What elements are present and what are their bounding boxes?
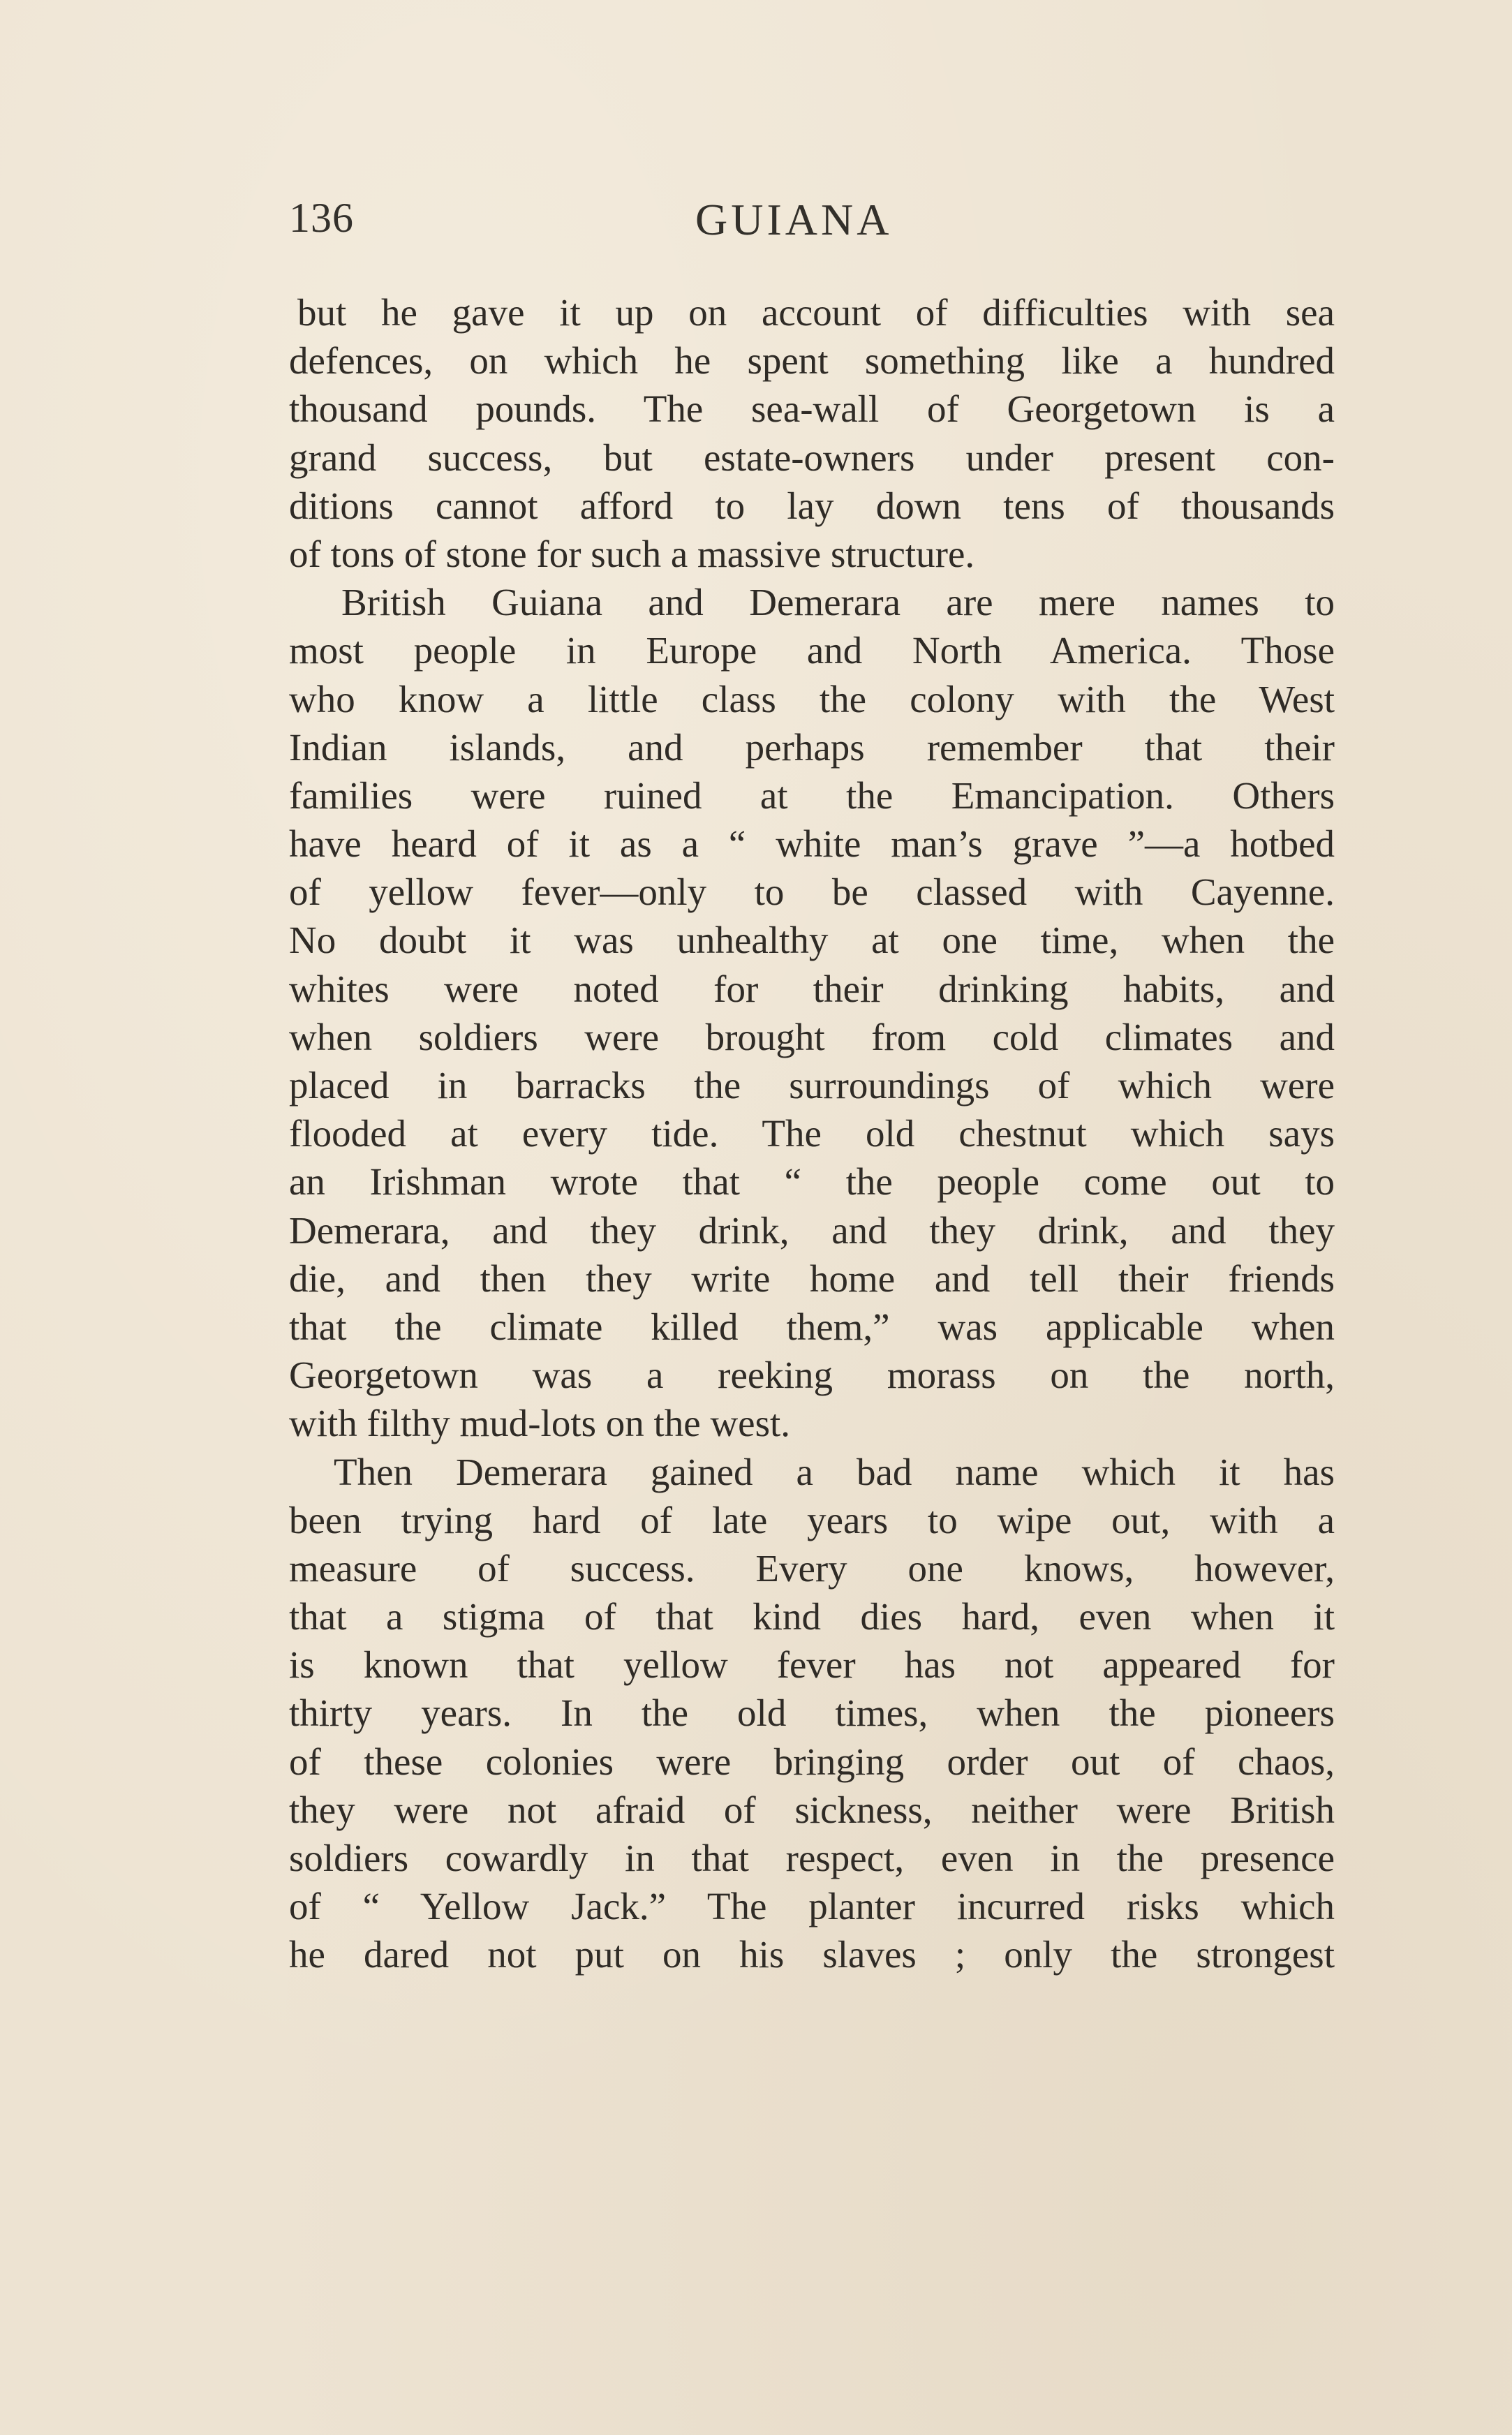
text-line: measure of success. Every one knows, however,: [289, 1546, 1335, 1590]
text-line: Then Demerara gained a bad name which it has: [334, 1450, 1335, 1493]
text-line: Georgetown was a reeking morass on the north,: [289, 1354, 1335, 1397]
text-line: flooded at every tide. The old chestnut which says: [289, 1112, 1335, 1155]
text-line: that a stigma of that kind dies hard, even when it: [289, 1595, 1335, 1638]
text-line: Indian islands, and perhaps remember that their: [289, 725, 1335, 769]
text-line: he dared not put on his slaves ; only the strongest: [289, 1933, 1335, 1976]
page-number: 136: [289, 195, 354, 241]
text-line: whites were noted for their drinking habits, and: [289, 967, 1335, 1010]
text-line: of yellow fever—only to be classed with Cayenne.: [289, 871, 1335, 914]
text-line: of tons of stone for such a massive structure.: [289, 532, 975, 575]
text-line: families were ruined at the Emancipation. Others: [289, 774, 1335, 817]
text-line: of “ Yellow Jack.” The planter incurred risks which: [289, 1885, 1335, 1928]
text-line: thirty years. In the old times, when the pioneers: [289, 1692, 1335, 1735]
body-text: [289, 288, 1335, 1979]
text-line: that the climate killed them,” was applicable when: [289, 1305, 1335, 1348]
text-line: Demerara, and they drink, and they drink, and they: [289, 1208, 1335, 1252]
running-head: [289, 194, 1336, 257]
text-line: British Guiana and Demerara are mere names to: [341, 581, 1335, 624]
text-line: placed in barracks the surroundings of which were: [289, 1064, 1335, 1107]
text-line: with filthy mud-lots on the west.: [289, 1402, 791, 1445]
text-line: most people in Europe and North America. Those: [289, 629, 1335, 672]
text-line: when soldiers were brought from cold climates and: [289, 1015, 1335, 1058]
text-line: defences, on which he spent something like a hundred: [289, 339, 1335, 383]
text-line: an Irishman wrote that “ the people come out to: [289, 1160, 1335, 1204]
text-line: of these colonies were bringing order out of chaos,: [289, 1740, 1335, 1783]
text-line: grand success, but estate-owners under present con-: [289, 436, 1335, 479]
text-line: die, and then they write home and tell their friends: [289, 1257, 1335, 1300]
text-line: but he gave it up on account of difficulties with sea: [297, 291, 1335, 334]
text-line: soldiers cowardly in that respect, even in the presence: [289, 1837, 1335, 1879]
text-line: is known that yellow fever has not appeared for: [289, 1643, 1335, 1687]
text-line: have heard of it as a “ white man’s grave ”—a hotbed: [289, 822, 1335, 866]
text-line: thousand pounds. The sea-wall of Georgetown is a: [289, 387, 1335, 431]
text-line: No doubt it was unhealthy at one time, when the: [289, 919, 1335, 962]
text-line: who know a little class the colony with the West: [289, 677, 1335, 720]
text-line: they were not afraid of sickness, neither were British: [289, 1788, 1335, 1831]
running-title: GUIANA: [695, 195, 893, 244]
text-line: ditions cannot afford to lay down tens of thousands: [289, 484, 1335, 527]
text-line: been trying hard of late years to wipe out, with a: [289, 1498, 1335, 1541]
